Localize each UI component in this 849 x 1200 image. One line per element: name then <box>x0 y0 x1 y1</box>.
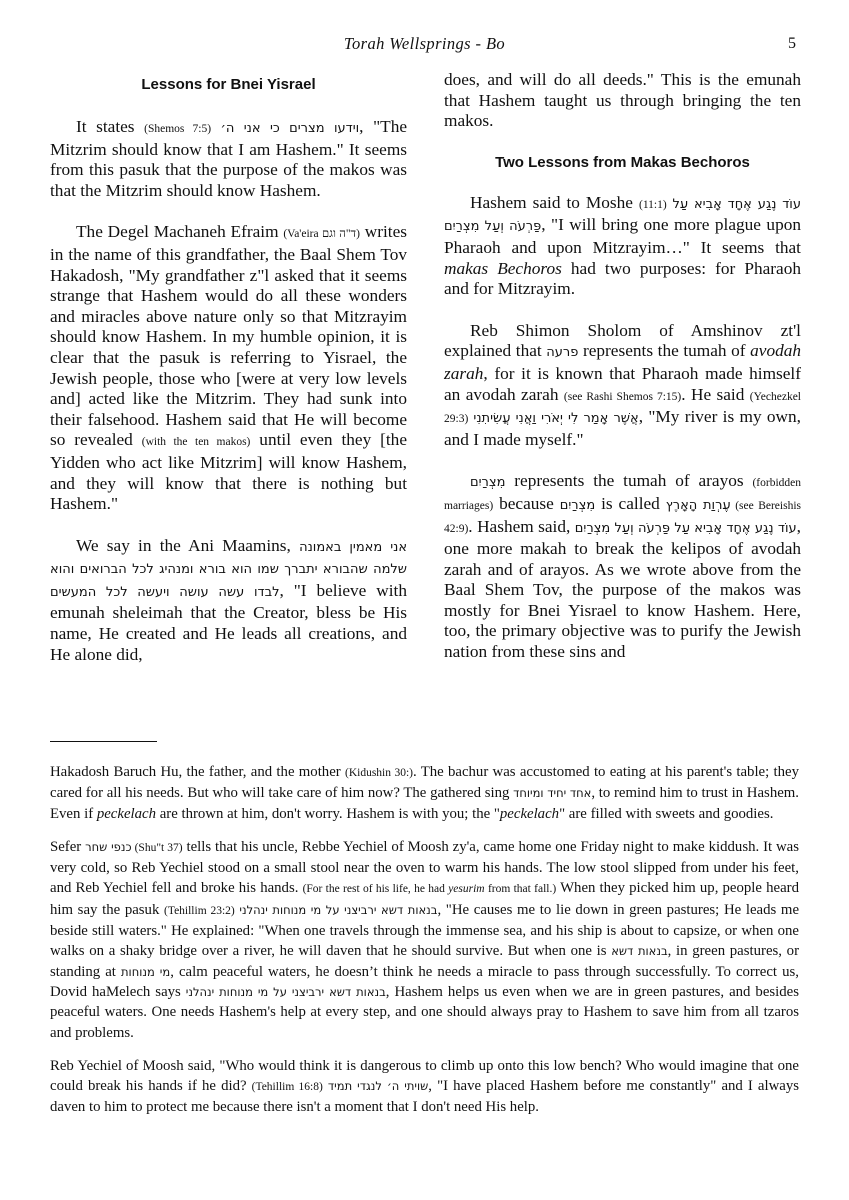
text: because <box>493 493 560 513</box>
text: , for it is known that Pharaoh made himself an avodah zarah <box>444 363 801 404</box>
section-heading-lessons: Lessons for Bnei Yisrael <box>141 76 316 93</box>
source-citation: (For the rest of his life, he had <box>302 883 449 896</box>
hebrew-text: עוֹד נֶגַע אֶחָד אָבִיא עַל פַּרְעֹה וְעַל מִצְרַיִם <box>444 196 801 235</box>
source-citation: (see Bereishis 42:9) <box>444 499 801 535</box>
footnote <box>50 837 799 1043</box>
footnote-divider <box>50 741 157 742</box>
italic-term: yesurim <box>448 883 485 896</box>
text: When they picked him up, people heard him say the pasuk <box>50 880 799 918</box>
paragraph <box>444 193 801 300</box>
paragraph <box>50 117 407 201</box>
hebrew-text: בנאות דשא ירביצני על מי מנוחות ינהלני <box>234 902 438 917</box>
source-citation: (11:1) <box>638 198 667 211</box>
paragraph <box>444 321 801 451</box>
text: , "I will bring one more plague upon Pharaoh and upon Mitzrayim…" It seems that <box>444 215 801 257</box>
hebrew-text: אני מאמין באמונה שלמה שהבורא יתברך שמו הוא בורא ומנהיג לכל הברואים והוא לבדו עשה עושה ויעשה לכל המעשים <box>50 539 408 600</box>
paragraph <box>50 536 407 666</box>
hebrew-text: מִצְרַיִם <box>559 497 596 513</box>
source-citation: (Shu"t 37) <box>131 841 183 854</box>
text: , calm peaceful waters, he doesn’t think he needs a miracle to pass through successfully. To correct us, Dovid haMelech says <box>50 963 799 1000</box>
source-citation: (Va'eira ד"ה וגם) <box>283 228 360 241</box>
text: , in green pastures, or standing at <box>50 943 799 980</box>
text: Sefer <box>50 838 86 855</box>
source-citation: (Tehillim 23:2) <box>164 904 235 917</box>
italic-term: peckelach <box>96 805 156 822</box>
footnote <box>50 762 799 824</box>
right-column <box>444 70 801 663</box>
source-citation: (Yechezkel 29:3) <box>444 390 801 426</box>
text: , "He causes me to lie down in green pastures; He leads me beside still waters." He explained: "When one travels through the immense sea, and his ship is about to capsize, or when one walks on a shaky bridge over a river, he will daven that he should survive. But when one is <box>50 901 800 960</box>
italic-term: peckelach <box>499 805 560 822</box>
hebrew-text: אחד יחיד ומיוחד <box>513 786 592 801</box>
text: It states <box>76 117 145 136</box>
hebrew-text: כנפי שחר <box>85 839 132 854</box>
page-number: 5 <box>788 35 796 52</box>
source-citation: (Tehillim 16:8) <box>251 1081 323 1094</box>
text: , "The Mitzrim should know that I am Hashem." It seems from this pasuk that the purpose of the makos was that the Mitzrim should know Hashem. <box>50 117 407 200</box>
text: Hashem said to Moshe <box>470 192 639 212</box>
text: are thrown at him, don't worry. Hashem is with you; the " <box>156 805 500 822</box>
text: , Hashem helps us even when we are in green pastures, and besides peaceful waters. One needs Hashem's help at every step, and one should always pray to Hashem to save him from all tzaros and problems. <box>50 983 799 1041</box>
text: . Hashem said, <box>468 516 575 536</box>
text: We say in the Ani Maamins, <box>76 535 300 555</box>
text: represents the tumah of arayos <box>505 471 753 491</box>
hebrew-text: שויתי ה׳ לנגדי תמיד <box>322 1079 429 1094</box>
footnote <box>50 1056 799 1118</box>
text: represents the tumah of <box>578 341 751 361</box>
left-column <box>50 70 407 665</box>
running-header-title: Torah Wellsprings - Bo <box>343 34 506 53</box>
hebrew-text: עוֹד נֶגַע אֶחָד אָבִיא עַל פַּרְעֹה וְעַל מִצְרַיִם <box>574 520 797 536</box>
hebrew-text: בנאות דשא <box>611 944 668 959</box>
text: writes in the name of this grandfather, the Baal Shem Tov Hakadosh, "My grandfather z"l asked that it seems strange that Hashem would do all these wonders and miracles above nature only so that Mitzrayim should know Hashem. In my humble opinion, it is clear that the pasuk is referring to Yisrael, the Jewish people, those who [were at very low levels and] acted like the Mitzrim. They had sunk into their falsehood. Hashem said that He will become so revealed <box>50 222 407 450</box>
hebrew-text: פרעה <box>546 345 579 361</box>
text: is called <box>595 493 666 513</box>
text: , "My river is my own, and I made myself." <box>444 407 801 449</box>
section-heading-two-lessons: Two Lessons from Makas Bechoros <box>495 153 750 171</box>
paragraph <box>444 471 801 662</box>
hebrew-text: עֶרְוַת הָאָרֶץ <box>665 497 731 513</box>
text: Reb Yechiel of Moosh said, "Who would think it is dangerous to climb up onto this low bench? Who would imagine that one could break his hands if he did? <box>50 1057 799 1095</box>
text: , "I believe with emunah sheleimah that the Creator, bless be His name, He created and He leads all creations, and He alone did, <box>50 580 407 664</box>
hebrew-text: בנאות דשא ירביצני על מי מנוחות ינהלני <box>185 984 386 999</box>
text: . He said <box>681 384 750 404</box>
italic-term: makas Bechoros <box>444 258 562 278</box>
text: , one more makah to break the kelipos of avodah zarah and of arayos. As we wrote above from the Baal Shem Tov, the purpose of the makos was mostly for Bnei Yisrael to know Hashem. Here, too, the primary objective was to purify the Jewish nation from these sins and <box>444 516 801 662</box>
paragraph <box>50 222 407 514</box>
source-citation: (see Rashi Shemos 7:15) <box>563 390 682 403</box>
hebrew-text: אֲשֶׁר אָמַר לִי יְאֹרִי וַאֲנִי עֲשִׂיתִנִי <box>468 411 639 427</box>
hebrew-text: מי מנוחות <box>121 964 171 979</box>
source-citation: (forbidden marriages) <box>444 477 801 512</box>
italic-term: avodah zarah <box>444 341 802 383</box>
paragraph-continuation: does, and will do all deeds." This is the emunah that Hashem taught us through bringing the ten makos. <box>444 70 801 131</box>
text: , to remind him to trust in Hashem. Even if <box>50 785 799 822</box>
text: Reb Shimon Sholom of Amshinov zt'l explained that <box>444 320 801 361</box>
hebrew-text: וידעו מצרים כי אני ה׳ <box>211 121 360 136</box>
text: until even they [the Yidden who act like Mitzrim] will know Hashem, and they will know that there is nothing but Hashem." <box>50 430 407 514</box>
hebrew-text: מִצְרַיִם <box>470 475 506 491</box>
source-citation: (with the ten makos) <box>141 436 251 449</box>
footnotes <box>50 762 799 1131</box>
text: Hakadosh Baruch Hu, the father, and the mother <box>50 764 345 780</box>
source-citation: (Shemos 7:5) <box>144 123 212 135</box>
text: , "I have placed Hashem before me constantly" and I always daven to him to protect me because there isn't a moment that I don't need His help. <box>50 1078 800 1116</box>
text: . The bachur was accustomed to eating at his parent's table; they cared for all his needs. But who will take care of him now? The gathered sing <box>50 764 799 802</box>
source-citation: (Kidushin 30:) <box>345 767 413 779</box>
text: tells that his uncle, Rebbe Yechiel of Moosh zy'a, came home one Friday night to make kiddush. It was very cold, so Reb Yechiel stood on a small stool near the oven to warm his hands. The low stool slipped from under his feet, and Reb Yechiel fell and broke his hands. <box>50 838 800 897</box>
text: had two purposes: for Pharaoh and for Mitzrayim. <box>444 258 801 299</box>
source-citation: from that fall.) <box>484 883 557 896</box>
text: The Degel Machaneh Efraim <box>76 222 284 242</box>
text: " are filled with sweets and goodies. <box>559 805 774 822</box>
